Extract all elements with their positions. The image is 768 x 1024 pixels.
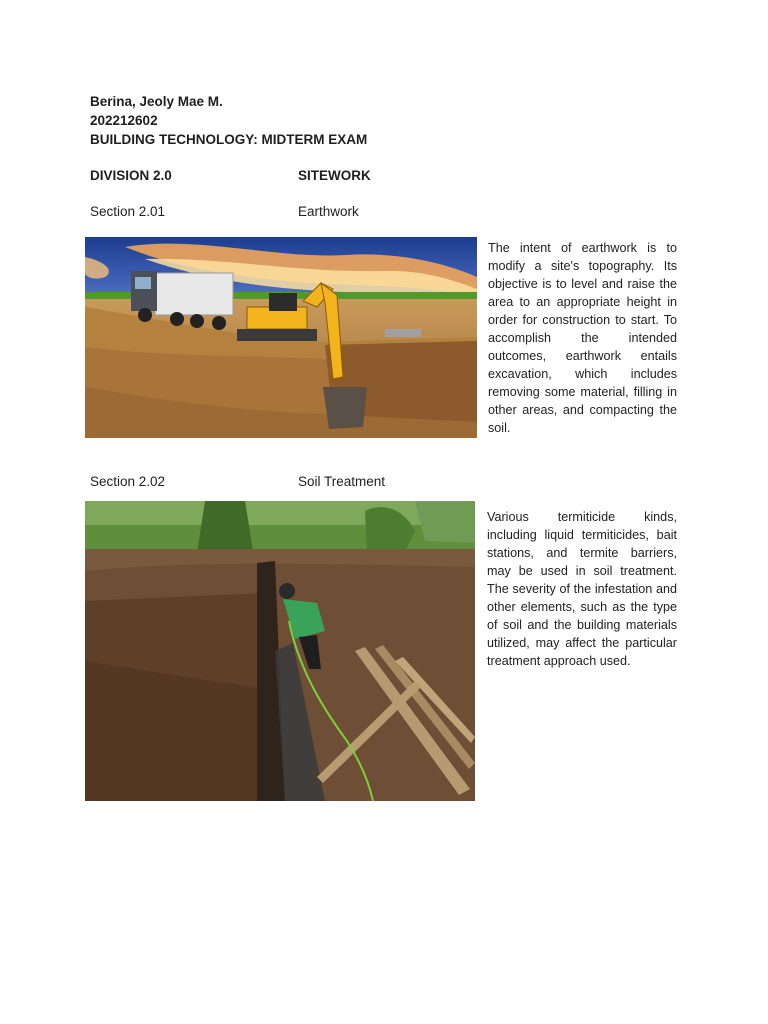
section-title: Soil Treatment — [298, 474, 386, 489]
earthwork-photo — [85, 237, 477, 438]
division-label: DIVISION 2.0 — [90, 168, 172, 183]
student-id: 202212602 — [90, 113, 158, 128]
student-name: Berina, Jeoly Mae M. — [90, 94, 223, 109]
exam-title: BUILDING TECHNOLOGY: MIDTERM EXAM — [90, 132, 368, 147]
section-label: Section 2.02 — [90, 474, 166, 489]
section-description: Various termiticide kinds, including liquid termiticides, bait stations, and termite barriers, may be used in soil treatment. The severity of the infestation and other elements, such as the type of soil and the building materials utilized, may affect the particular treatment approach used. — [487, 510, 677, 668]
soil-treatment-photo — [85, 501, 475, 801]
section-title: Earthwork — [298, 204, 359, 219]
section-label: Section 2.01 — [90, 204, 166, 219]
section-description: The intent of earthwork is to modify a site's topography. Its objective is to level and raise the area to an appropriate height in order for construction to start. To accomplish the intended outcomes, earthwork entails excavation, which includes removing some material, filling in other areas, and compacting the soil. — [488, 241, 677, 435]
division-title: SITEWORK — [298, 168, 371, 183]
